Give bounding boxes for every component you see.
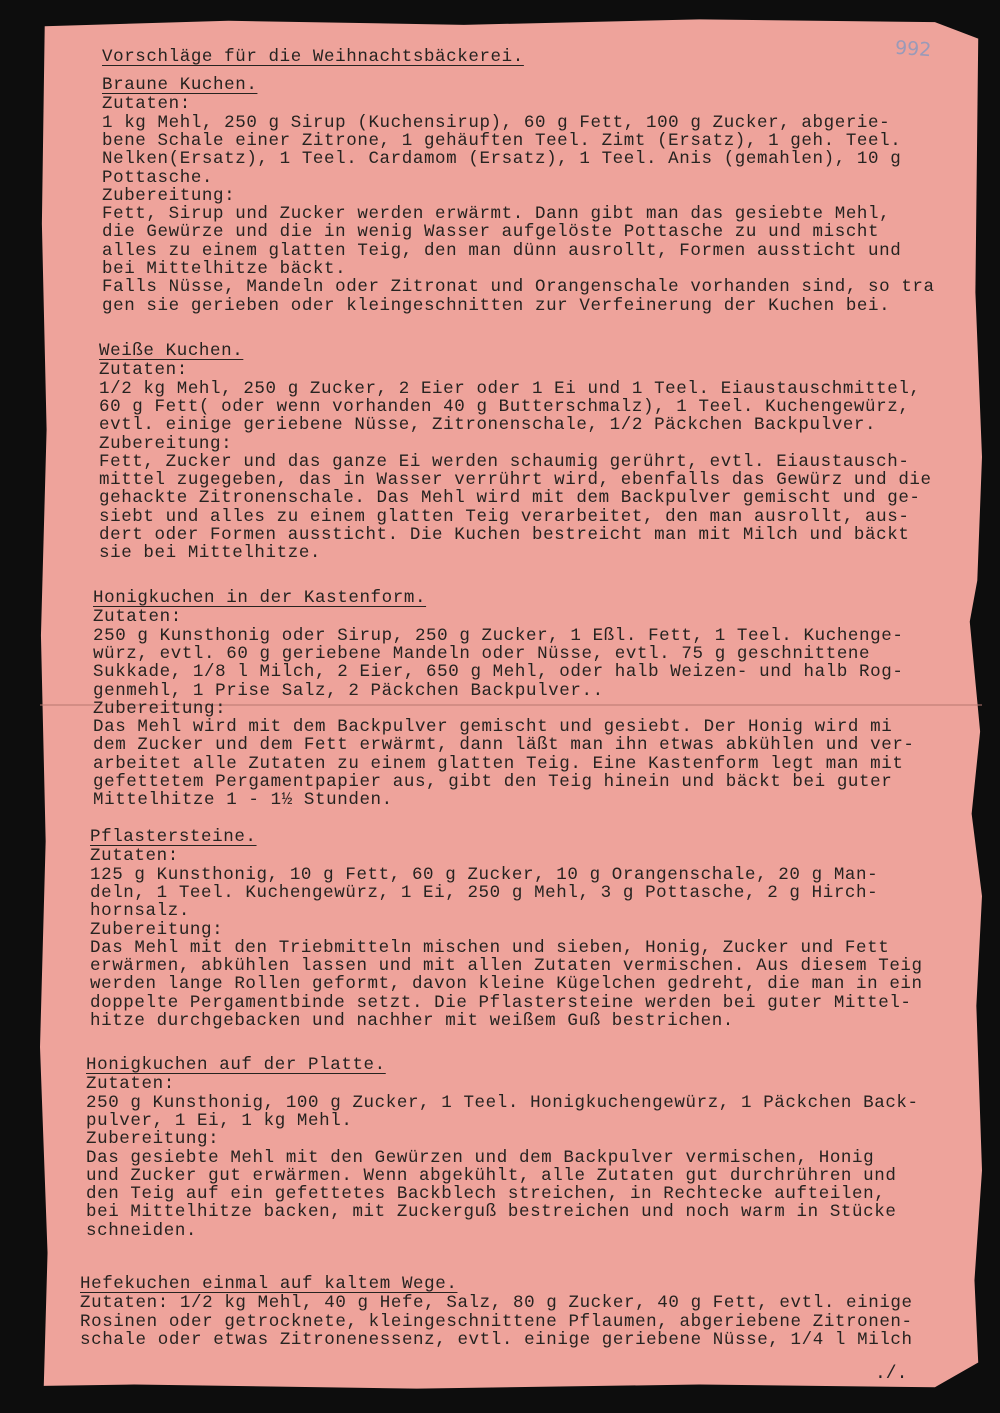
text-line: 1 kg Mehl, 250 g Sirup (Kuchensirup), 60 g Fett, 100 g Zucker, abgerie- xyxy=(102,112,891,133)
text-line: Zubereitung: xyxy=(90,919,224,940)
text-line: Falls Nüsse, Mandeln oder Zitronat und Orangenschale vorhanden sind, so tra xyxy=(102,277,935,298)
text-line: Nelken(Ersatz), 1 Teel. Cardamom (Ersatz), 1 Teel. Anis (gemahlen), 10 g xyxy=(102,149,902,170)
text-line: Zubereitung: xyxy=(86,1129,220,1150)
text-line: deln, 1 Teel. Kuchengewürz, 1 Ei, 250 g Mehl, 3 g Pottasche, 2 g Hirch- xyxy=(90,882,879,903)
text-line: Das Mehl mit den Triebmitteln mischen und sieben, Honig, Zucker und Fett xyxy=(90,937,890,958)
text-line: pulver, 1 Ei, 1 kg Mehl. xyxy=(86,1110,353,1131)
text-line: dem Zucker und dem Fett erwärmt, dann läßt man ihn etwas abkühlen und ver- xyxy=(93,735,915,756)
text-line: Mittelhitze 1 - 1½ Stunden. xyxy=(93,790,393,811)
text-line: Das Mehl wird mit dem Backpulver gemischt und gesiebt. Der Honig wird mi xyxy=(93,717,893,738)
text-line: 250 g Kunsthonig, 100 g Zucker, 1 Teel. Honigkuchengewürz, 1 Päckchen Back- xyxy=(86,1092,919,1113)
text-line: Zutaten: xyxy=(102,94,191,115)
text-line: Zubereitung: xyxy=(99,433,233,454)
text-line: und Zucker gut erwärmen. Wenn abgekühlt, alle Zutaten gut durchrühren und xyxy=(86,1165,897,1186)
text-line: siebt und alles zu einem glatten Teig verarbeitet, den man ausrollt, aus- xyxy=(99,506,910,527)
text-line: schale oder etwas Zitronenessenz, evtl. einige geriebene Nüsse, 1/4 l Milch xyxy=(80,1329,913,1350)
text-line: schneiden. xyxy=(86,1220,198,1241)
text-line: Rosinen oder getrocknete, kleingeschnittene Pflaumen, abgeriebene Zitronen- xyxy=(80,1311,913,1332)
text-line: arbeitet alle Zutaten zu einem glatten Teig. Eine Kastenform legt man mit xyxy=(93,753,904,774)
text-line: würz, evtl. 60 g geriebene Mandeln oder Nüsse, evtl. 75 g geschnittene xyxy=(93,643,871,664)
text-line: dert oder Formen aussticht. Die Kuchen bestreicht man mit Milch und bäckt xyxy=(99,525,910,545)
page-title: Vorschläge für die Weihnachtsbäckerei. xyxy=(102,47,524,67)
text-line: gen sie gerieben oder kleingeschnitten zur Verfeinerung der Kuchen bei. xyxy=(102,295,891,316)
text-line: Zutaten: xyxy=(99,360,188,381)
text-line: alles zu einem glatten Teig, den man dünn ausrollt, Formen aussticht und xyxy=(102,240,902,261)
text-line: Fett, Sirup und Zucker werden erwärmt. Dann gibt man das gesiebte Mehl, xyxy=(102,204,891,225)
section-heading: Honigkuchen in der Kastenform. xyxy=(93,588,427,608)
text-line: 250 g Kunsthonig oder Sirup, 250 g Zucker, 1 Eßl. Fett, 1 Teel. Kuchenge- xyxy=(93,625,904,646)
text-line: die Gewürze und die in wenig Wasser aufgelöste Pottasche zu und mischt xyxy=(102,222,880,243)
text-line: erwärmen, abkühlen lassen und mit allen Zutaten vermischen. Aus diesem Teig xyxy=(90,956,923,977)
section-heading: Braune Kuchen. xyxy=(102,75,258,95)
text-line: Pottasche. xyxy=(102,167,214,188)
text-line: Zutaten: xyxy=(90,846,179,867)
text-line: bei Mittelhitze bäckt. xyxy=(102,259,347,279)
text-line: Zutaten: xyxy=(93,607,182,628)
text-line: doppelte Pergamentbinde setzt. Die Pflastersteine werden bei guter Mittel- xyxy=(90,992,912,1013)
text-line: den Teig auf ein gefettetes Backblech streichen, in Rechtecke aufteilen, xyxy=(86,1184,886,1205)
text-line: 125 g Kunsthonig, 10 g Fett, 60 g Zucker, 10 g Orangenschale, 20 g Man- xyxy=(90,864,879,885)
text-line: Zubereitung: xyxy=(102,185,236,206)
section-heading: Pflastersteine. xyxy=(90,827,257,847)
text-line: bene Schale einer Zitrone, 1 gehäuften Teel. Zimt (Ersatz), 1 geh. Teel. xyxy=(102,130,902,151)
text-line: Zutaten: xyxy=(86,1074,175,1095)
archive-number: 992 xyxy=(894,36,932,62)
text-line: gehackte Zitronenschale. Das Mehl wird mit dem Backpulver gemischt und ge- xyxy=(99,488,921,509)
text-line: Zutaten: 1/2 kg Mehl, 40 g Hefe, Salz, 80 g Zucker, 40 g Fett, evtl. einige xyxy=(80,1293,913,1314)
text-line: hornsalz. xyxy=(90,901,190,922)
text-line: gefettetem Pergamentpapier aus, gibt den Teig hinein und bäckt bei guter xyxy=(93,772,893,792)
text-line: evtl. einige geriebene Nüsse, Zitronenschale, 1/2 Päckchen Backpulver. xyxy=(99,415,877,436)
continuation-mark: ./. xyxy=(875,1364,908,1384)
text-line: genmehl, 1 Prise Salz, 2 Päckchen Backpulver.. xyxy=(93,680,604,701)
text-line: 60 g Fett( oder wenn vorhanden 40 g Butterschmalz), 1 Teel. Kuchengewürz, xyxy=(99,396,910,417)
text-line: mittel zugegeben, das in Wasser verrührt wird, ebenfalls das Gewürz und die xyxy=(99,470,932,491)
text-line: sie bei Mittelhitze. xyxy=(99,543,322,564)
text-line: Das gesiebte Mehl mit den Gewürzen und dem Backpulver vermischen, Honig xyxy=(86,1147,875,1168)
text-line: 1/2 kg Mehl, 250 g Zucker, 2 Eier oder 1 Ei und 1 Teel. Eiaustauschmittel, xyxy=(99,378,921,399)
section-heading: Hefekuchen einmal auf kaltem Wege. xyxy=(80,1274,458,1294)
text-line: hitze durchgebacken und nachher mit weißem Guß bestrichen. xyxy=(90,1011,734,1031)
text-line: bei Mittelhitze backen, mit Zuckerguß bestreichen und noch warm in Stücke xyxy=(86,1202,897,1223)
text-line: Fett, Zucker und das ganze Ei werden schaumig gerührt, evtl. Eiaustausch- xyxy=(99,451,910,472)
section-heading: Honigkuchen auf der Platte. xyxy=(86,1055,386,1075)
text-line: Zubereitung: xyxy=(93,698,227,719)
section-heading: Weiße Kuchen. xyxy=(99,341,244,361)
text-line: Sukkade, 1/8 l Milch, 2 Eier, 650 g Mehl, oder halb Weizen- und halb Rog- xyxy=(93,662,904,683)
text-line: werden lange Rollen geformt, davon kleine Kügelchen gedreht, die man in ein xyxy=(90,974,923,995)
